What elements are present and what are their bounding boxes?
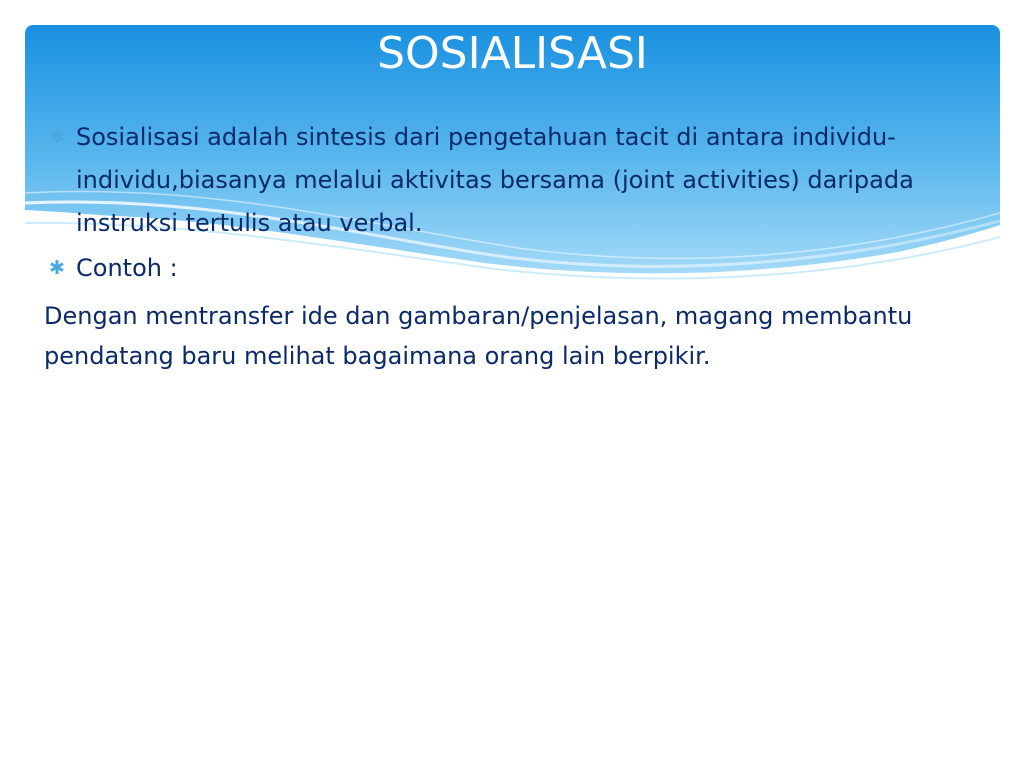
bullet-text: Sosialisasi adalah sintesis dari pengetahuan tacit di antara individu-individu,biasanya melalui aktivitas bersama (joint activities) daripada instruksi tertulis atau verbal. (76, 123, 914, 237)
slide-content (44, 116, 1004, 376)
asterisk-bullet-icon: ✱ (49, 257, 65, 279)
asterisk-bullet-icon: ✱ (49, 126, 65, 148)
bullet-item (44, 116, 1004, 245)
slide-title: SOSIALISASI (377, 28, 648, 79)
body-paragraph: Dengan mentransfer ide dan gambaran/penjelasan, magang membantu pendatang baru melihat bagaimana orang lain berpikir. (44, 302, 913, 370)
bullet-text: Contoh : (76, 254, 178, 282)
bullet-item (44, 247, 1004, 290)
